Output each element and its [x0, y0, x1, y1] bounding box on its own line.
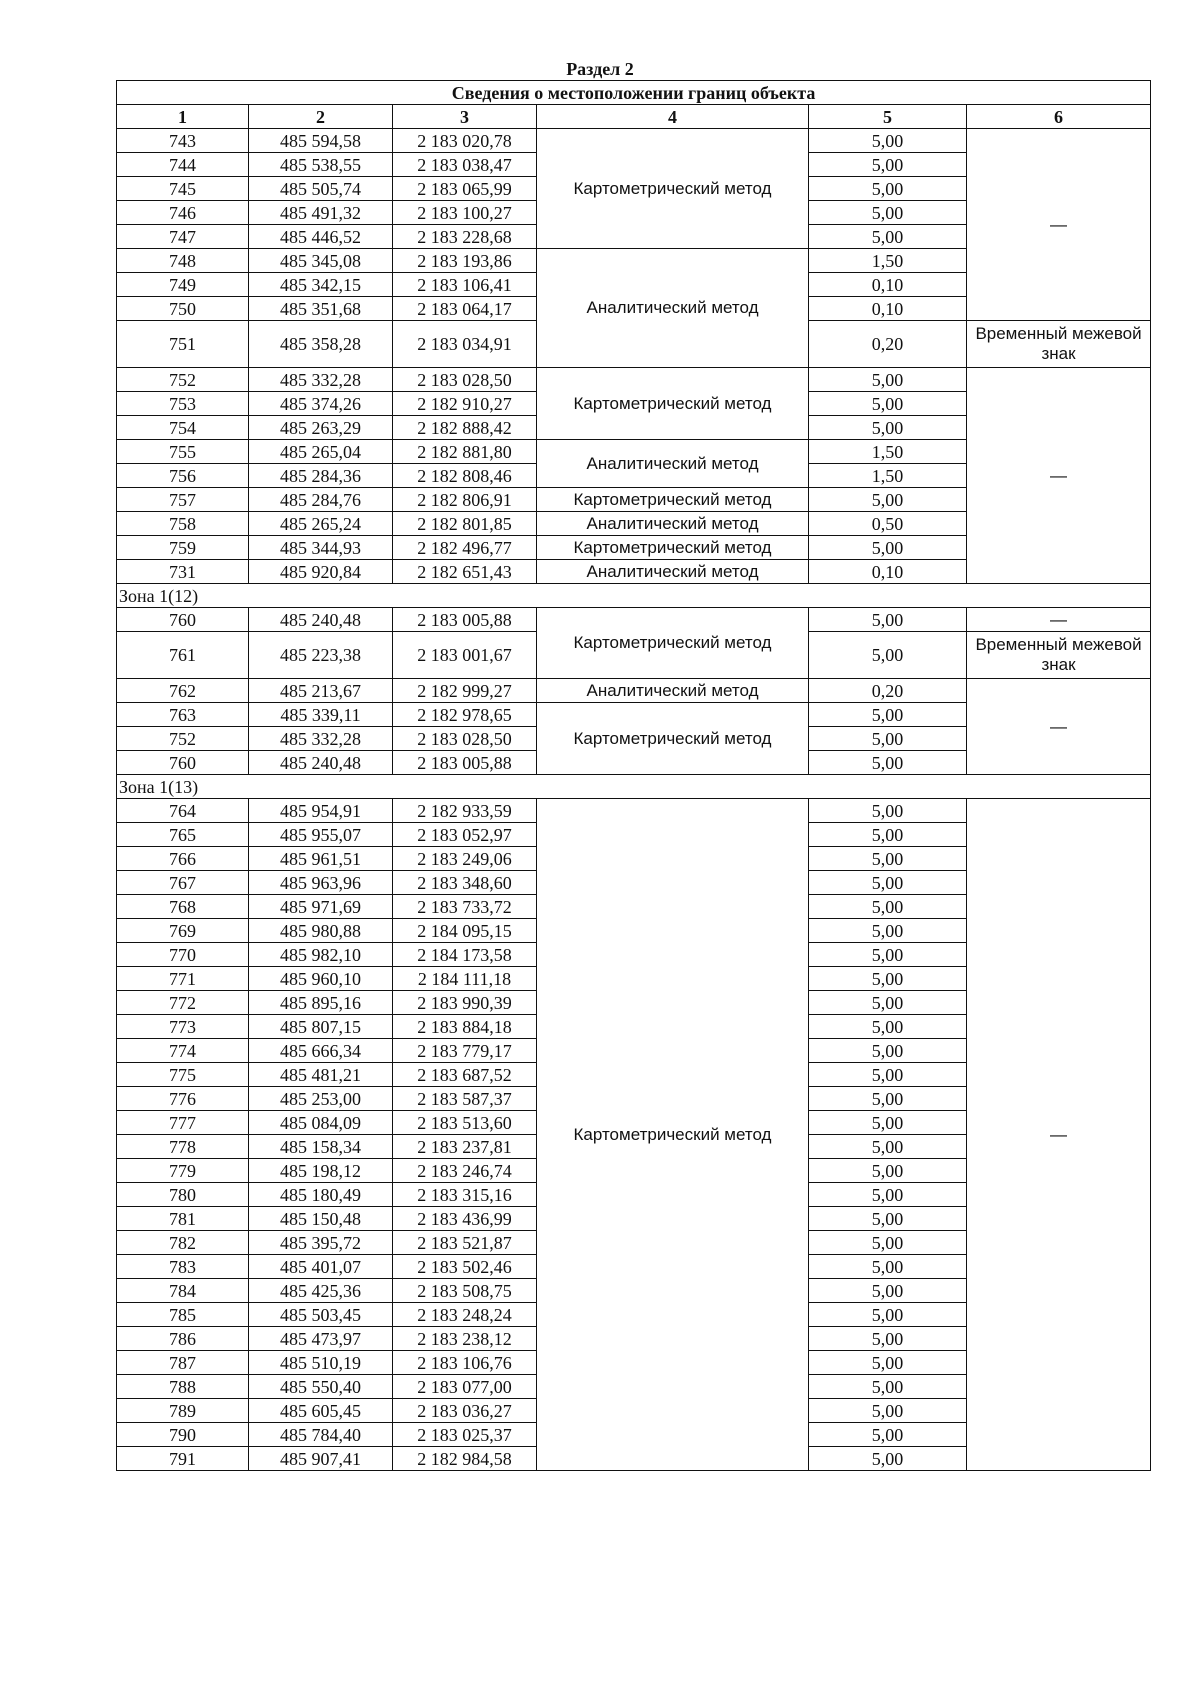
- coordinate-y: 2 183 005,88: [393, 751, 537, 775]
- table-row: [117, 608, 1151, 632]
- coordinate-y: 2 183 028,50: [393, 368, 537, 392]
- coordinate-x: 485 961,51: [249, 847, 393, 871]
- col-number-3: 3: [393, 105, 537, 129]
- coordinate-x: 485 920,84: [249, 560, 393, 584]
- coordinate-x: 485 284,36: [249, 464, 393, 488]
- section-title: Раздел 2: [566, 59, 634, 79]
- point-number: 760: [117, 751, 249, 775]
- coordinate-y: 2 183 001,67: [393, 632, 537, 679]
- accuracy-value: 5,00: [809, 392, 967, 416]
- coordinate-y: 2 182 978,65: [393, 703, 537, 727]
- point-number: 779: [117, 1159, 249, 1183]
- coordinate-x: 485 955,07: [249, 823, 393, 847]
- accuracy-value: 0,20: [809, 679, 967, 703]
- coordinate-y: 2 183 025,37: [393, 1423, 537, 1447]
- accuracy-value: 0,50: [809, 512, 967, 536]
- table-row: [117, 129, 1151, 153]
- point-number: 773: [117, 1015, 249, 1039]
- coordinate-y: 2 184 173,58: [393, 943, 537, 967]
- coordinate-y: 2 182 881,80: [393, 440, 537, 464]
- accuracy-value: 0,20: [809, 321, 967, 368]
- coordinate-x: 485 963,96: [249, 871, 393, 895]
- point-number: 784: [117, 1279, 249, 1303]
- method-cell: Картометрический метод: [537, 368, 809, 440]
- point-number: 780: [117, 1183, 249, 1207]
- coordinate-x: 485 344,93: [249, 536, 393, 560]
- coordinate-x: 485 332,28: [249, 727, 393, 751]
- accuracy-value: 5,00: [809, 1135, 967, 1159]
- col-number-1: 1: [117, 105, 249, 129]
- coordinate-x: 485 263,29: [249, 416, 393, 440]
- point-number: 751: [117, 321, 249, 368]
- accuracy-value: 1,50: [809, 464, 967, 488]
- coordinate-y: 2 184 111,18: [393, 967, 537, 991]
- accuracy-value: 0,10: [809, 273, 967, 297]
- coordinate-x: 485 198,12: [249, 1159, 393, 1183]
- accuracy-value: 5,00: [809, 871, 967, 895]
- method-cell: Картометрический метод: [537, 488, 809, 512]
- coordinate-y: 2 183 587,37: [393, 1087, 537, 1111]
- coordinate-y: 2 183 034,91: [393, 321, 537, 368]
- accuracy-value: 5,00: [809, 1351, 967, 1375]
- point-number: 744: [117, 153, 249, 177]
- point-number: 731: [117, 560, 249, 584]
- point-number: 750: [117, 297, 249, 321]
- point-number: 761: [117, 632, 249, 679]
- coordinate-x: 485 342,15: [249, 273, 393, 297]
- coordinate-x: 485 339,11: [249, 703, 393, 727]
- coordinate-y: 2 182 651,43: [393, 560, 537, 584]
- coordinate-x: 485 971,69: [249, 895, 393, 919]
- col-number-5: 5: [809, 105, 967, 129]
- coordinate-x: 485 907,41: [249, 1447, 393, 1471]
- coordinate-x: 485 954,91: [249, 799, 393, 823]
- point-number: 746: [117, 201, 249, 225]
- accuracy-value: 5,00: [809, 1327, 967, 1351]
- table-row: [117, 799, 1151, 823]
- accuracy-value: 5,00: [809, 727, 967, 751]
- note-cell: —: [967, 129, 1151, 321]
- table-row: [117, 368, 1151, 392]
- zone-row: [117, 775, 1151, 799]
- coordinate-x: 485 960,10: [249, 967, 393, 991]
- accuracy-value: 5,00: [809, 991, 967, 1015]
- method-cell: Картометрический метод: [537, 608, 809, 679]
- coordinate-y: 2 182 801,85: [393, 512, 537, 536]
- method-cell: Аналитический метод: [537, 560, 809, 584]
- coordinate-y: 2 183 733,72: [393, 895, 537, 919]
- coordinate-y: 2 183 246,74: [393, 1159, 537, 1183]
- accuracy-value: 5,00: [809, 368, 967, 392]
- method-cell: Картометрический метод: [537, 799, 809, 1471]
- coordinate-y: 2 182 808,46: [393, 464, 537, 488]
- point-number: 786: [117, 1327, 249, 1351]
- coordinate-y: 2 183 249,06: [393, 847, 537, 871]
- accuracy-value: 5,00: [809, 1375, 967, 1399]
- point-number: 770: [117, 943, 249, 967]
- point-number: 759: [117, 536, 249, 560]
- method-cell: Аналитический метод: [537, 512, 809, 536]
- coordinate-x: 485 982,10: [249, 943, 393, 967]
- coordinate-x: 485 538,55: [249, 153, 393, 177]
- accuracy-value: 5,00: [809, 1399, 967, 1423]
- coordinate-x: 485 240,48: [249, 608, 393, 632]
- coordinate-y: 2 182 910,27: [393, 392, 537, 416]
- coordinate-y: 2 183 237,81: [393, 1135, 537, 1159]
- col-number-2: 2: [249, 105, 393, 129]
- coordinate-x: 485 351,68: [249, 297, 393, 321]
- coordinate-y: 2 183 521,87: [393, 1231, 537, 1255]
- point-number: 790: [117, 1423, 249, 1447]
- point-number: 760: [117, 608, 249, 632]
- coordinate-y: 2 183 508,75: [393, 1279, 537, 1303]
- point-number: 791: [117, 1447, 249, 1471]
- accuracy-value: 5,00: [809, 1015, 967, 1039]
- method-cell: Аналитический метод: [537, 679, 809, 703]
- point-number: 781: [117, 1207, 249, 1231]
- col-number-4: 4: [537, 105, 809, 129]
- coordinate-x: 485 180,49: [249, 1183, 393, 1207]
- coordinate-x: 485 784,40: [249, 1423, 393, 1447]
- point-number: 785: [117, 1303, 249, 1327]
- coordinate-x: 485 594,58: [249, 129, 393, 153]
- accuracy-value: 5,00: [809, 129, 967, 153]
- accuracy-value: 5,00: [809, 632, 967, 679]
- coordinate-y: 2 183 065,99: [393, 177, 537, 201]
- coordinate-x: 485 666,34: [249, 1039, 393, 1063]
- point-number: 771: [117, 967, 249, 991]
- point-number: 775: [117, 1063, 249, 1087]
- coordinate-x: 485 240,48: [249, 751, 393, 775]
- coordinate-x: 485 473,97: [249, 1327, 393, 1351]
- coordinate-x: 485 481,21: [249, 1063, 393, 1087]
- note-cell: —: [967, 679, 1151, 775]
- coordinate-x: 485 395,72: [249, 1231, 393, 1255]
- zone-label: Зона 1(12): [117, 584, 1151, 608]
- coordinate-x: 485 980,88: [249, 919, 393, 943]
- note-cell: —: [967, 608, 1151, 632]
- accuracy-value: 5,00: [809, 1447, 967, 1471]
- coordinate-y: 2 183 028,50: [393, 727, 537, 751]
- point-number: 749: [117, 273, 249, 297]
- note-cell: —: [967, 799, 1151, 1471]
- coordinate-y: 2 183 064,17: [393, 297, 537, 321]
- table-title: Сведения о местоположении границ объекта: [117, 81, 1151, 105]
- accuracy-value: 5,00: [809, 608, 967, 632]
- point-number: 769: [117, 919, 249, 943]
- accuracy-value: 0,10: [809, 560, 967, 584]
- coordinate-y: 2 182 933,59: [393, 799, 537, 823]
- coordinate-y: 2 183 779,17: [393, 1039, 537, 1063]
- coordinate-x: 485 503,45: [249, 1303, 393, 1327]
- coordinate-x: 485 253,00: [249, 1087, 393, 1111]
- accuracy-value: 5,00: [809, 703, 967, 727]
- zone-row: [117, 584, 1151, 608]
- coordinate-x: 485 510,19: [249, 1351, 393, 1375]
- coordinate-x: 485 895,16: [249, 991, 393, 1015]
- point-number: 787: [117, 1351, 249, 1375]
- coordinate-x: 485 491,32: [249, 201, 393, 225]
- coordinate-x: 485 425,36: [249, 1279, 393, 1303]
- coordinate-y: 2 183 315,16: [393, 1183, 537, 1207]
- accuracy-value: 5,00: [809, 1183, 967, 1207]
- coordinate-y: 2 183 884,18: [393, 1015, 537, 1039]
- col-number-6: 6: [967, 105, 1151, 129]
- coordinate-x: 485 150,48: [249, 1207, 393, 1231]
- accuracy-value: 5,00: [809, 895, 967, 919]
- coordinate-x: 485 265,04: [249, 440, 393, 464]
- table-title-row: [117, 81, 1151, 105]
- coordinate-y: 2 183 228,68: [393, 225, 537, 249]
- coordinate-x: 485 605,45: [249, 1399, 393, 1423]
- accuracy-value: 5,00: [809, 1063, 967, 1087]
- coordinate-y: 2 183 238,12: [393, 1327, 537, 1351]
- coordinate-y: 2 183 348,60: [393, 871, 537, 895]
- point-number: 743: [117, 129, 249, 153]
- accuracy-value: 5,00: [809, 1159, 967, 1183]
- accuracy-value: 5,00: [809, 488, 967, 512]
- coordinate-y: 2 183 502,46: [393, 1255, 537, 1279]
- coordinate-y: 2 183 077,00: [393, 1375, 537, 1399]
- accuracy-value: 5,00: [809, 823, 967, 847]
- coordinate-x: 485 213,67: [249, 679, 393, 703]
- accuracy-value: 5,00: [809, 943, 967, 967]
- point-number: 762: [117, 679, 249, 703]
- point-number: 755: [117, 440, 249, 464]
- accuracy-value: 5,00: [809, 799, 967, 823]
- point-number: 758: [117, 512, 249, 536]
- coordinate-y: 2 183 193,86: [393, 249, 537, 273]
- point-number: 788: [117, 1375, 249, 1399]
- accuracy-value: 5,00: [809, 536, 967, 560]
- point-number: 774: [117, 1039, 249, 1063]
- coordinate-y: 2 183 005,88: [393, 608, 537, 632]
- accuracy-value: 1,50: [809, 440, 967, 464]
- accuracy-value: 5,00: [809, 1303, 967, 1327]
- accuracy-value: 5,00: [809, 153, 967, 177]
- coordinate-y: 2 183 990,39: [393, 991, 537, 1015]
- accuracy-value: 5,00: [809, 1207, 967, 1231]
- method-cell: Аналитический метод: [537, 440, 809, 488]
- accuracy-value: 5,00: [809, 1039, 967, 1063]
- accuracy-value: 5,00: [809, 225, 967, 249]
- coordinate-x: 485 284,76: [249, 488, 393, 512]
- coordinate-y: 2 182 888,42: [393, 416, 537, 440]
- zone-label: Зона 1(13): [117, 775, 1151, 799]
- note-cell: Временный межевой знак: [967, 632, 1151, 679]
- point-number: 757: [117, 488, 249, 512]
- coordinate-y: 2 182 496,77: [393, 536, 537, 560]
- coordinate-x: 485 807,15: [249, 1015, 393, 1039]
- accuracy-value: 5,00: [809, 1231, 967, 1255]
- coordinate-y: 2 183 020,78: [393, 129, 537, 153]
- accuracy-value: 5,00: [809, 1111, 967, 1135]
- coordinate-y: 2 183 106,41: [393, 273, 537, 297]
- coordinate-y: 2 183 100,27: [393, 201, 537, 225]
- coordinate-x: 485 223,38: [249, 632, 393, 679]
- accuracy-value: 5,00: [809, 919, 967, 943]
- point-number: 748: [117, 249, 249, 273]
- accuracy-value: 5,00: [809, 201, 967, 225]
- note-cell: —: [967, 368, 1151, 584]
- coordinate-y: 2 183 036,27: [393, 1399, 537, 1423]
- note-cell: Временный межевой знак: [967, 321, 1151, 368]
- point-number: 745: [117, 177, 249, 201]
- point-number: 763: [117, 703, 249, 727]
- point-number: 767: [117, 871, 249, 895]
- point-number: 768: [117, 895, 249, 919]
- point-number: 772: [117, 991, 249, 1015]
- accuracy-value: 5,00: [809, 751, 967, 775]
- method-cell: Картометрический метод: [537, 536, 809, 560]
- accuracy-value: 5,00: [809, 967, 967, 991]
- accuracy-value: 5,00: [809, 1279, 967, 1303]
- point-number: 752: [117, 727, 249, 751]
- point-number: 765: [117, 823, 249, 847]
- coordinate-x: 485 265,24: [249, 512, 393, 536]
- point-number: 783: [117, 1255, 249, 1279]
- coordinate-y: 2 183 038,47: [393, 153, 537, 177]
- accuracy-value: 5,00: [809, 1255, 967, 1279]
- coordinate-x: 485 446,52: [249, 225, 393, 249]
- point-number: 777: [117, 1111, 249, 1135]
- coordinate-y: 2 182 999,27: [393, 679, 537, 703]
- coordinate-x: 485 550,40: [249, 1375, 393, 1399]
- point-number: 753: [117, 392, 249, 416]
- accuracy-value: 5,00: [809, 416, 967, 440]
- point-number: 764: [117, 799, 249, 823]
- method-cell: Картометрический метод: [537, 703, 809, 775]
- method-cell: Картометрический метод: [537, 129, 809, 249]
- accuracy-value: 5,00: [809, 847, 967, 871]
- point-number: 776: [117, 1087, 249, 1111]
- coordinate-x: 485 374,26: [249, 392, 393, 416]
- coordinate-x: 485 505,74: [249, 177, 393, 201]
- coordinate-y: 2 183 106,76: [393, 1351, 537, 1375]
- coordinate-y: 2 183 687,52: [393, 1063, 537, 1087]
- coordinate-y: 2 183 248,24: [393, 1303, 537, 1327]
- point-number: 789: [117, 1399, 249, 1423]
- coordinate-y: 2 183 436,99: [393, 1207, 537, 1231]
- point-number: 778: [117, 1135, 249, 1159]
- coordinate-y: 2 184 095,15: [393, 919, 537, 943]
- point-number: 754: [117, 416, 249, 440]
- coordinate-x: 485 084,09: [249, 1111, 393, 1135]
- accuracy-value: 5,00: [809, 1423, 967, 1447]
- coordinate-x: 485 358,28: [249, 321, 393, 368]
- accuracy-value: 0,10: [809, 297, 967, 321]
- coordinate-y: 2 183 052,97: [393, 823, 537, 847]
- point-number: 747: [117, 225, 249, 249]
- coordinate-x: 485 332,28: [249, 368, 393, 392]
- point-number: 766: [117, 847, 249, 871]
- coordinate-x: 485 158,34: [249, 1135, 393, 1159]
- accuracy-value: 5,00: [809, 1087, 967, 1111]
- coordinate-x: 485 401,07: [249, 1255, 393, 1279]
- point-number: 756: [117, 464, 249, 488]
- coordinate-y: 2 182 984,58: [393, 1447, 537, 1471]
- column-number-row: [117, 105, 1151, 129]
- method-cell: Аналитический метод: [537, 249, 809, 368]
- coordinate-x: 485 345,08: [249, 249, 393, 273]
- point-number: 782: [117, 1231, 249, 1255]
- table-row: [117, 679, 1151, 703]
- coordinate-y: 2 182 806,91: [393, 488, 537, 512]
- coordinate-y: 2 183 513,60: [393, 1111, 537, 1135]
- boundary-table: [116, 80, 1151, 1471]
- point-number: 752: [117, 368, 249, 392]
- accuracy-value: 1,50: [809, 249, 967, 273]
- accuracy-value: 5,00: [809, 177, 967, 201]
